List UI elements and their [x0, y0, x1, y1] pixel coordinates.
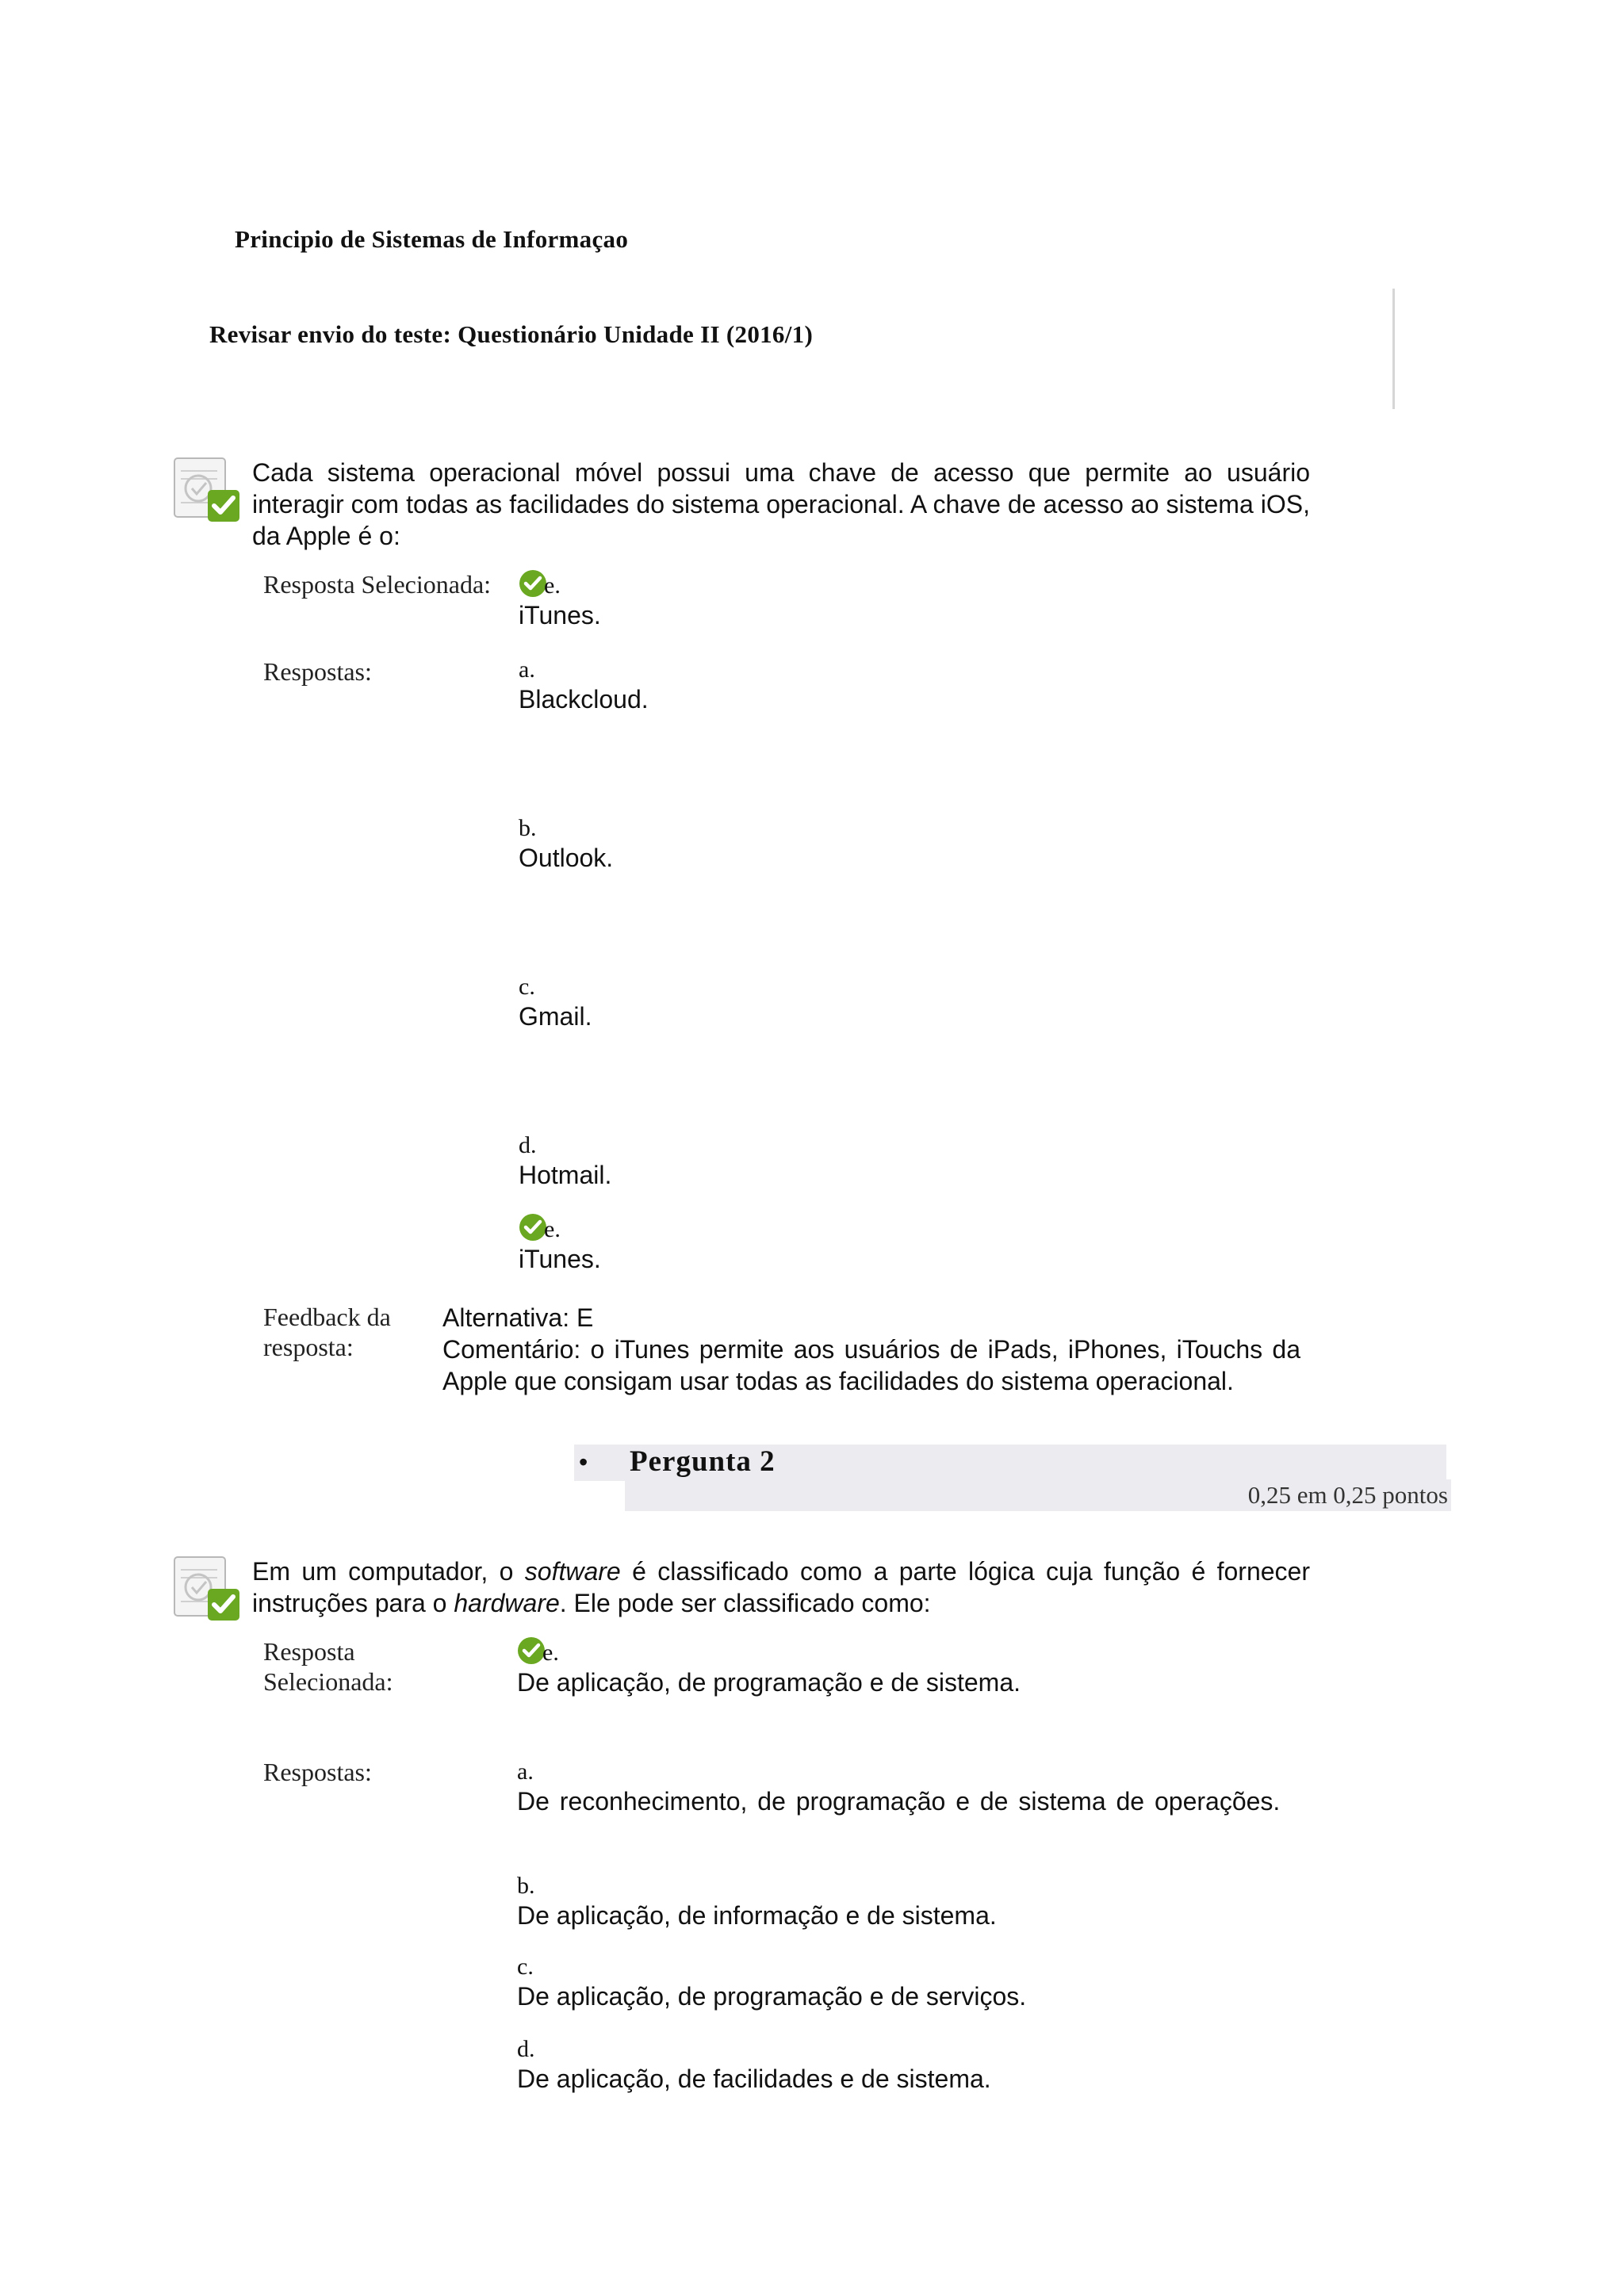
correct-check-icon [519, 569, 547, 598]
answers-label: Respostas: [263, 657, 372, 686]
answer-letter: c. [517, 1954, 534, 1980]
question-points: 0,25 em 0,25 pontos [1247, 1481, 1448, 1509]
answer-letter: a. [517, 1758, 534, 1785]
feedback-text: Alternativa: E Comentário: o iTunes permite aos usuários de iPads, iPhones, iTouchs da Apple que consigam usar todas as facilidades do sistema operacional. [442, 1303, 1300, 1395]
list-item [517, 2036, 991, 2095]
answer-letter: e. [544, 1216, 561, 1242]
answer-letter: b. [517, 1873, 535, 1899]
selected-answer [519, 569, 601, 631]
divider [1392, 289, 1395, 409]
answer-text: De aplicação, de programação e de serviços. [517, 1982, 1027, 2011]
list-item [519, 974, 592, 1032]
answer-text: Outlook. [519, 844, 614, 872]
answer-letter: d. [519, 1132, 537, 1158]
correct-check-icon [517, 1636, 546, 1665]
answer-text: iTunes. [519, 601, 601, 629]
answer-text: Blackcloud. [519, 685, 649, 714]
question-1-text: Cada sistema operacional móvel possui uma chave de acesso que permite ao usuário interagir com todas as facilidades do sistema operacional. A chave de acesso ao sistema iOS, da Apple é o: [252, 458, 1310, 550]
correct-question-icon [171, 1554, 241, 1624]
answer-letter: d. [517, 2036, 535, 2062]
list-item [517, 1758, 1302, 1817]
answer-text: Gmail. [519, 1002, 592, 1031]
answer-letter: b. [519, 815, 537, 841]
question-2-title: Pergunta 2 [630, 1445, 776, 1478]
correct-check-icon [519, 1213, 547, 1242]
answer-text: De aplicação, de facilidades e de sistema. [517, 2064, 991, 2093]
answer-letter: e. [544, 572, 561, 599]
page-title: Revisar envio do teste: Questionário Unidade II (2016/1) [209, 320, 814, 348]
list-item [519, 1132, 611, 1191]
selected-answer-label: Resposta Selecionada: [263, 1637, 393, 1696]
list-item [517, 1954, 1026, 2012]
answer-text: De aplicação, de informação e de sistema. [517, 1901, 997, 1930]
answer-letter: e. [542, 1640, 559, 1666]
list-item [519, 656, 649, 715]
feedback-label: Feedback da resposta: [263, 1303, 391, 1361]
selected-answer-label: Resposta Selecionada: [263, 570, 492, 599]
course-title: Principio de Sistemas de Informaçao [235, 225, 629, 253]
correct-question-icon [171, 455, 241, 525]
list-item [519, 1213, 601, 1275]
answer-letter: a. [519, 656, 535, 683]
answer-text: iTunes. [519, 1245, 601, 1273]
list-item [517, 1873, 997, 1931]
answers-label: Respostas: [263, 1758, 372, 1786]
bullet: • [579, 1448, 588, 1476]
question-2-text: Em um computador, o software é classificado como a parte lógica cuja função é fornecer instruções para o hardware. Ele pode ser classificado como: [252, 1557, 1311, 1617]
answer-text: De reconhecimento, de programação e de sistema de operações. [517, 1787, 1281, 1816]
answer-text: Hotmail. [519, 1161, 612, 1189]
list-item [519, 815, 613, 874]
answer-letter: c. [519, 974, 535, 1000]
selected-answer [517, 1636, 1021, 1698]
answer-text: De aplicação, de programação e de sistema. [517, 1668, 1021, 1697]
